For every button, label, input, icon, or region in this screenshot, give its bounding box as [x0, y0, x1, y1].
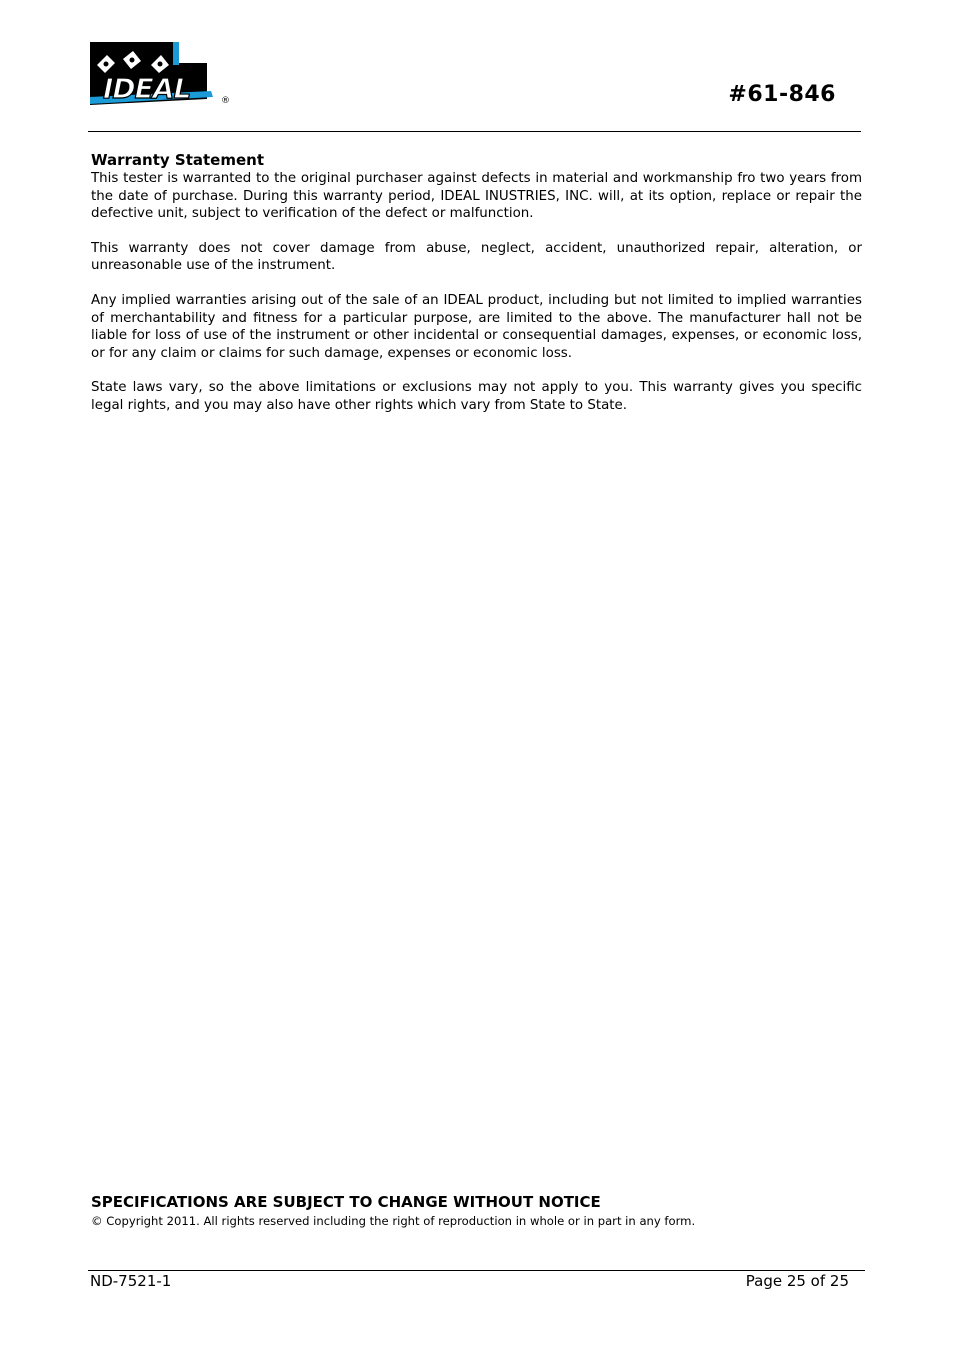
footer-divider [88, 1270, 865, 1271]
warranty-paragraph-1: This tester is warranted to the original purchaser against defects in material and workmanship fro two years from the date of purchase. During this warranty period, IDEAL INUSTRIES, INC. will, at its option, replace or repair the defective unit, subject to verification of the defect or malfunction. [91, 171, 862, 222]
svg-text:®: ® [221, 96, 230, 106]
warranty-paragraph-2: This warranty does not cover damage from abuse, neglect, accident, unauthorized repair, alteration, or unreasonable use of the instrument. [91, 240, 862, 274]
ideal-logo [89, 41, 234, 107]
header-divider [88, 131, 861, 132]
footer-doc-code: ND-7521-1 [90, 1272, 172, 1290]
copyright-text: © Copyright 2011. All rights reserved including the right of reproduction in whole or in part in any form. [91, 1214, 696, 1228]
warranty-paragraph-3: Any implied warranties arising out of the sale of an IDEAL product, including but not limited to implied warranties of merchantability and fitness for a particular purpose, are limited to the above. The manufacturer hall not be liable for loss of use of the instrument or other incidental or consequential damages, expenses, or economic loss, or for any claim or claims for such damage, expenses or economic loss. [91, 292, 862, 361]
svg-text:IDEAL: IDEAL [103, 72, 191, 105]
warranty-section [91, 151, 862, 432]
document-number: #61-846 [728, 82, 836, 107]
warranty-title: Warranty Statement [91, 151, 264, 169]
warranty-paragraph-4: State laws vary, so the above limitations or exclusions may not apply to you. This warranty gives you specific legal rights, and you may also have other rights which vary from State to State. [91, 380, 862, 413]
footer-page-number: Page 25 of 25 [745, 1272, 849, 1290]
specifications-notice: SPECIFICATIONS ARE SUBJECT TO CHANGE WITHOUT NOTICE [91, 1193, 601, 1211]
